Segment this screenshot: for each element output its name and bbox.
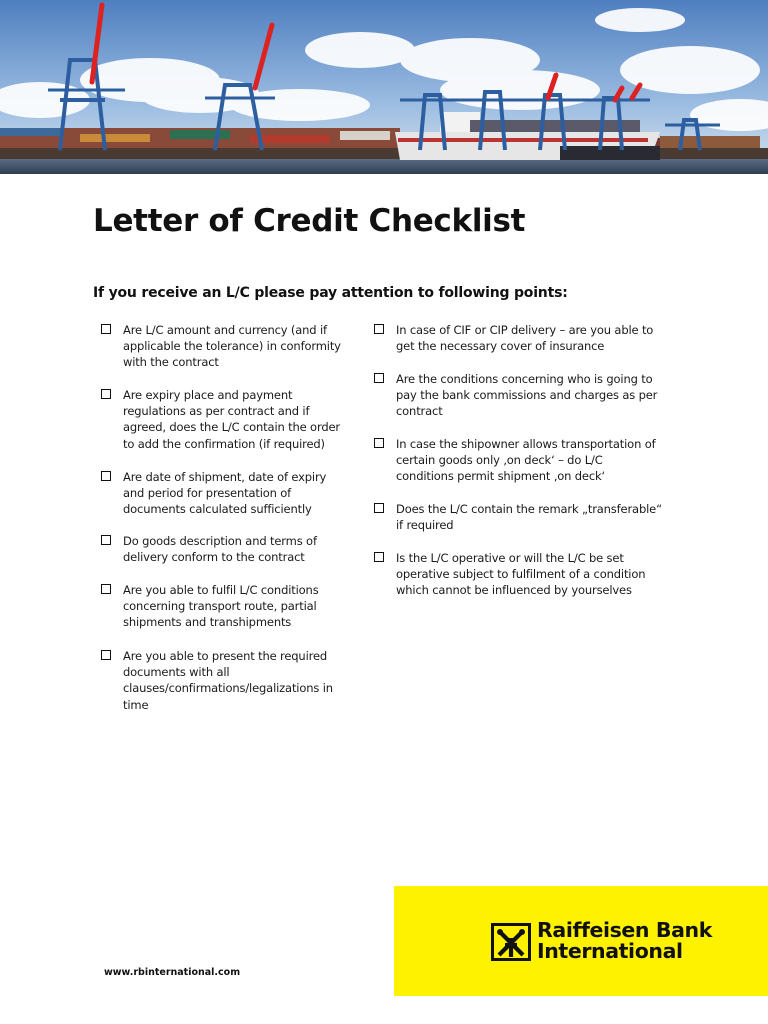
raiffeisen-gable-cross-icon — [491, 923, 531, 961]
document-subtitle: If you receive an L/C please pay attention to following points: — [93, 285, 568, 301]
header-port-photo — [0, 0, 768, 174]
checklist-item-text: Is the L/C operative or will the L/C be set operative subject to fulfilment of a condition which cannot be influenced by yourselves — [396, 551, 646, 598]
checklist-item — [100, 582, 350, 648]
document-title: Letter of Credit Checklist — [93, 203, 526, 239]
checkbox-icon[interactable] — [374, 552, 384, 562]
checklist-item — [373, 436, 663, 501]
checklist-item-text: Are L/C amount and currency (and if applicable the tolerance) in conformity with the contract — [123, 323, 341, 370]
checkbox-icon[interactable] — [101, 535, 111, 545]
checklist-item — [100, 387, 350, 469]
website-link[interactable]: www.rbinternational.com — [104, 967, 241, 978]
checklist-item — [373, 550, 663, 599]
checklist-item-text: In case the shipowner allows transportation of certain goods only ‚on deck‘ – do L/C conditions permit shipment ‚on deck‘ — [396, 437, 656, 484]
checkbox-icon[interactable] — [374, 438, 384, 448]
brand-block — [394, 886, 768, 996]
brand-name-line-2: International — [537, 939, 683, 963]
checklist-item-text: In case of CIF or CIP delivery – are you able to get the necessary cover of insurance — [396, 323, 654, 354]
checklist-left-column — [100, 322, 350, 713]
checkbox-icon[interactable] — [101, 324, 111, 334]
checkbox-icon[interactable] — [101, 650, 111, 660]
checklist-item — [100, 322, 350, 387]
checkbox-icon[interactable] — [374, 373, 384, 383]
checklist-item-text: Does the L/C contain the remark „transferable“ if required — [396, 502, 662, 533]
checkbox-icon[interactable] — [374, 503, 384, 513]
checklist-item — [100, 469, 350, 533]
checkbox-icon[interactable] — [101, 471, 111, 481]
checklist-item-text: Are expiry place and payment regulations as per contract and if agreed, does the L/C contain the order to add the confirmation (if required) — [123, 388, 340, 451]
checkbox-icon[interactable] — [101, 584, 111, 594]
checklist-item-text: Are you able to fulfil L/C conditions concerning transport route, partial shipments and transhipments — [123, 583, 319, 630]
checklist-item — [100, 533, 350, 582]
port-cranes-illustration — [0, 0, 768, 174]
brand-name — [537, 920, 712, 962]
checkbox-icon[interactable] — [374, 324, 384, 334]
checklist-item-text: Are you able to present the required documents with all clauses/confirmations/legalizations in time — [123, 649, 333, 712]
checklist-right-column — [373, 322, 663, 599]
checklist-item-text: Do goods description and terms of delivery conform to the contract — [123, 534, 317, 565]
checklist-item — [100, 648, 350, 713]
checklist-item — [373, 371, 663, 436]
checklist-item-text: Are date of shipment, date of expiry and period for presentation of documents calculated sufficiently — [123, 470, 327, 517]
brand-name-line-1: Raiffeisen Bank — [537, 918, 712, 942]
checklist-item — [373, 322, 663, 371]
checkbox-icon[interactable] — [101, 389, 111, 399]
checklist-item-text: Are the conditions concerning who is going to pay the bank commissions and charges as per contract — [396, 372, 658, 419]
checklist-item — [373, 501, 663, 550]
